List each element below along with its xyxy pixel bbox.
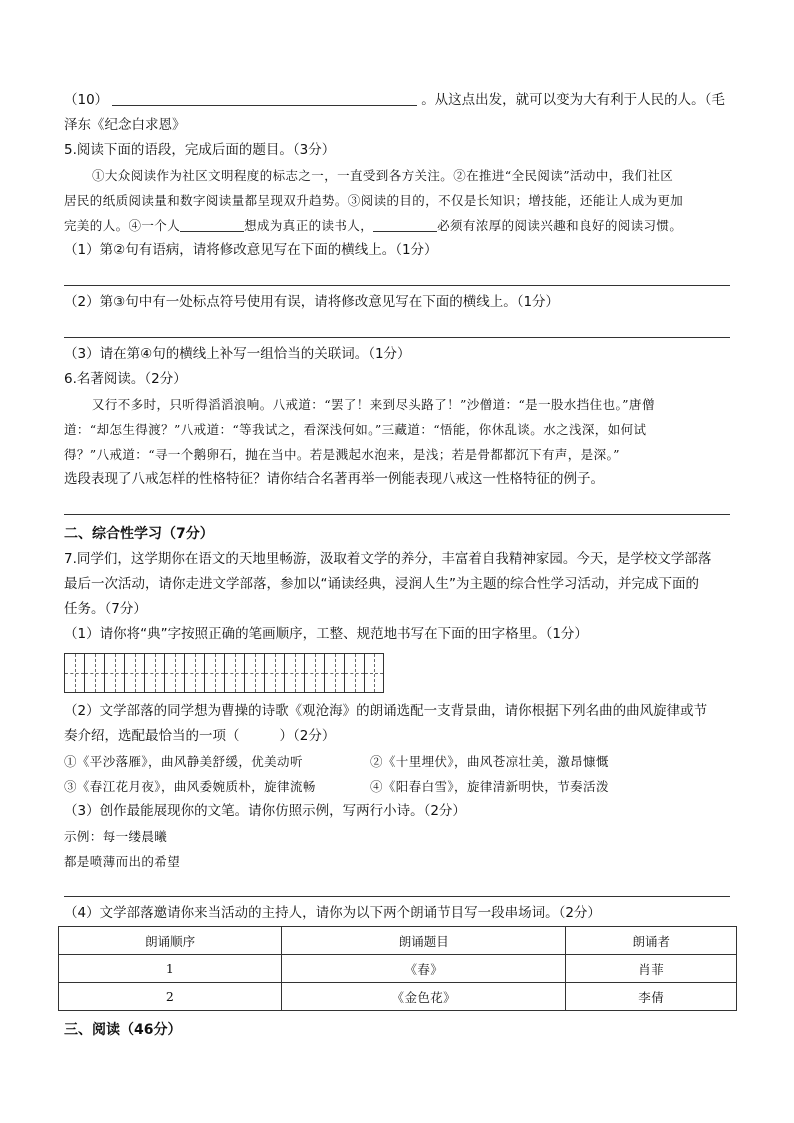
q7-task-2a: （2）文学部落的同学想为曹操的诗歌《观沧海》的朗诵选配一支背景曲，请你根据下列名曲的曲风旋律或节: [64, 703, 708, 719]
q7-intro-3: 任务。（7分）: [64, 601, 147, 617]
q5-p3-a: 完美的人。④一个人: [64, 218, 181, 233]
grid-cell[interactable]: [284, 653, 304, 693]
grid-cell[interactable]: [244, 653, 264, 693]
q5-sub-3: （3）请在第④句的横线上补写一组恰当的关联词。（1分）: [64, 346, 411, 362]
table-row: [59, 983, 737, 1011]
grid-cell[interactable]: [64, 653, 84, 693]
q7-intro-1: 7.同学们，这学期你在语文的天地里畅游，汲取着文学的养分，丰富着自我精神家园。今天，是学校文学部落: [64, 551, 712, 567]
q5-sub-2: （2）第③句中有一处标点符号使用有误，请将修改意见写在下面的横线上。（1分）: [64, 294, 560, 310]
answer-line[interactable]: [64, 874, 730, 897]
q5-p3-c: 必须有浓厚的阅读兴趣和良好的阅读习惯。: [437, 218, 683, 233]
section-3-heading: 三、阅读（46分）: [64, 1022, 182, 1038]
music-options: [64, 749, 730, 799]
section-2-heading: 二、综合性学习（7分）: [64, 526, 214, 542]
grid-cell[interactable]: [124, 653, 144, 693]
answer-blank[interactable]: [112, 91, 417, 106]
q7-task-2b-text: 奏介绍，选配最恰当的一项（: [64, 728, 240, 744]
column-header: 朗诵者: [566, 927, 737, 955]
recitation-table: [58, 926, 737, 1011]
option-1: ①《平沙落雁》，曲风静美舒缓，优美动听: [64, 754, 303, 769]
grid-cell[interactable]: [264, 653, 284, 693]
q7-task-2b-score: ）（2分）: [279, 728, 336, 744]
answer-line[interactable]: [64, 263, 730, 286]
grid-cell[interactable]: [144, 653, 164, 693]
option-3: ③《春江花月夜》，曲风委婉质朴，旋律流畅: [64, 779, 316, 794]
poem-example-1: 示例：每一缕晨曦: [64, 829, 168, 844]
q7-task-3: （3）创作最能展现你的文笔。请你仿照示例，写两行小诗。（2分）: [64, 803, 466, 819]
table-row: [59, 955, 737, 983]
q5-passage-line-2: 居民的纸质阅读量和数字阅读量都呈现双升趋势。③阅读的目的，不仅是长知识；增技能，还能让人成为更加: [64, 193, 684, 208]
grid-cell[interactable]: [324, 653, 344, 693]
grid-cell[interactable]: [164, 653, 184, 693]
q4-10-source: 泽东《纪念白求恩》: [64, 117, 186, 133]
q6-passage-line-2: 道：“却怎生得渡？”八戒道：“等我试之，看深浅何如。”三藏道：“悟能，你休乱谈。水之浅深，如何试: [64, 422, 647, 437]
table-cell: 《春》: [282, 955, 566, 983]
grid-cell[interactable]: [344, 653, 364, 693]
q6-passage-line-3: 得？”八戒道：“寻一个鹅卵石，抛在当中。若是溅起水泡来，是浅；若是骨都都沉下有声，是深。”: [64, 447, 620, 462]
q6-passage-line-1: 又行不多时，只听得滔滔浪响。八戒道：“罢了！来到尽头路了！”沙僧道：“是一股水挡住也。”唐僧: [92, 397, 655, 412]
column-header: 朗诵题目: [282, 927, 566, 955]
q4-10-suffix: 。从这点出发，就可以变为大有利于人民的人。（毛: [421, 92, 725, 108]
q7-task-2b: [64, 724, 730, 749]
grid-cell[interactable]: [84, 653, 104, 693]
q7-intro-2: 最后一次活动，请你走进文学部落，参加以“诵读经典，浸润人生”为主题的综合性学习活动，并完成下面的: [64, 576, 699, 592]
q7-task-1: （1）请你将“典”字按照正确的笔画顺序，工整、规范地书写在下面的田字格里。（1分）: [64, 626, 588, 642]
q7-task-4: （4）文学部落邀请你来当活动的主持人，请你为以下两个朗诵节目写一段串场词。（2分）: [64, 905, 601, 921]
connective-blank-1[interactable]: [180, 219, 244, 232]
table-cell: 2: [59, 983, 282, 1011]
q6-question: 选段表现了八戒怎样的性格特征？请你结合名著再举一例能表现八戒这一性格特征的例子。: [64, 471, 604, 487]
q5-sub-1: （1）第②句有语病，请将修改意见写在下面的横线上。（1分）: [64, 242, 438, 258]
q5-title: 5.阅读下面的语段，完成后面的题目。（3分）: [64, 142, 336, 158]
q5-p3-b: 想成为真正的读书人，: [244, 218, 374, 233]
answer-line[interactable]: [64, 315, 730, 338]
answer-line[interactable]: [64, 492, 730, 515]
grid-cell[interactable]: [224, 653, 244, 693]
q5-passage-line-3: [64, 213, 730, 238]
grid-cell[interactable]: [364, 653, 384, 693]
q4-item-10: [64, 88, 730, 113]
column-header: 朗诵顺序: [59, 927, 282, 955]
grid-cell[interactable]: [184, 653, 204, 693]
option-2: ②《十里埋伏》，曲风苍凉壮美，激昂慷慨: [370, 754, 609, 769]
q6-title: 6.名著阅读。（2分）: [64, 371, 187, 387]
grid-cell[interactable]: [304, 653, 324, 693]
grid-cell[interactable]: [104, 653, 124, 693]
exam-page: [64, 88, 730, 1043]
option-4: ④《阳春白雪》，旋律清新明快，节奏活泼: [370, 779, 609, 794]
tianzige-grid[interactable]: [64, 653, 730, 693]
connective-blank-2[interactable]: [373, 219, 437, 232]
table-header-row: [59, 927, 737, 955]
table-cell: 《金色花》: [282, 983, 566, 1011]
poem-example-2: 都是喷薄而出的希望: [64, 854, 181, 869]
q5-passage-line-1: ①大众阅读作为社区文明程度的标志之一，一直受到各方关注。②在推进“全民阅读”活动中，我们社区: [92, 168, 674, 183]
grid-cell[interactable]: [204, 653, 224, 693]
q4-10-prefix: （10）: [64, 92, 109, 108]
table-cell: 李倩: [566, 983, 737, 1011]
table-cell: 肖菲: [566, 955, 737, 983]
table-cell: 1: [59, 955, 282, 983]
